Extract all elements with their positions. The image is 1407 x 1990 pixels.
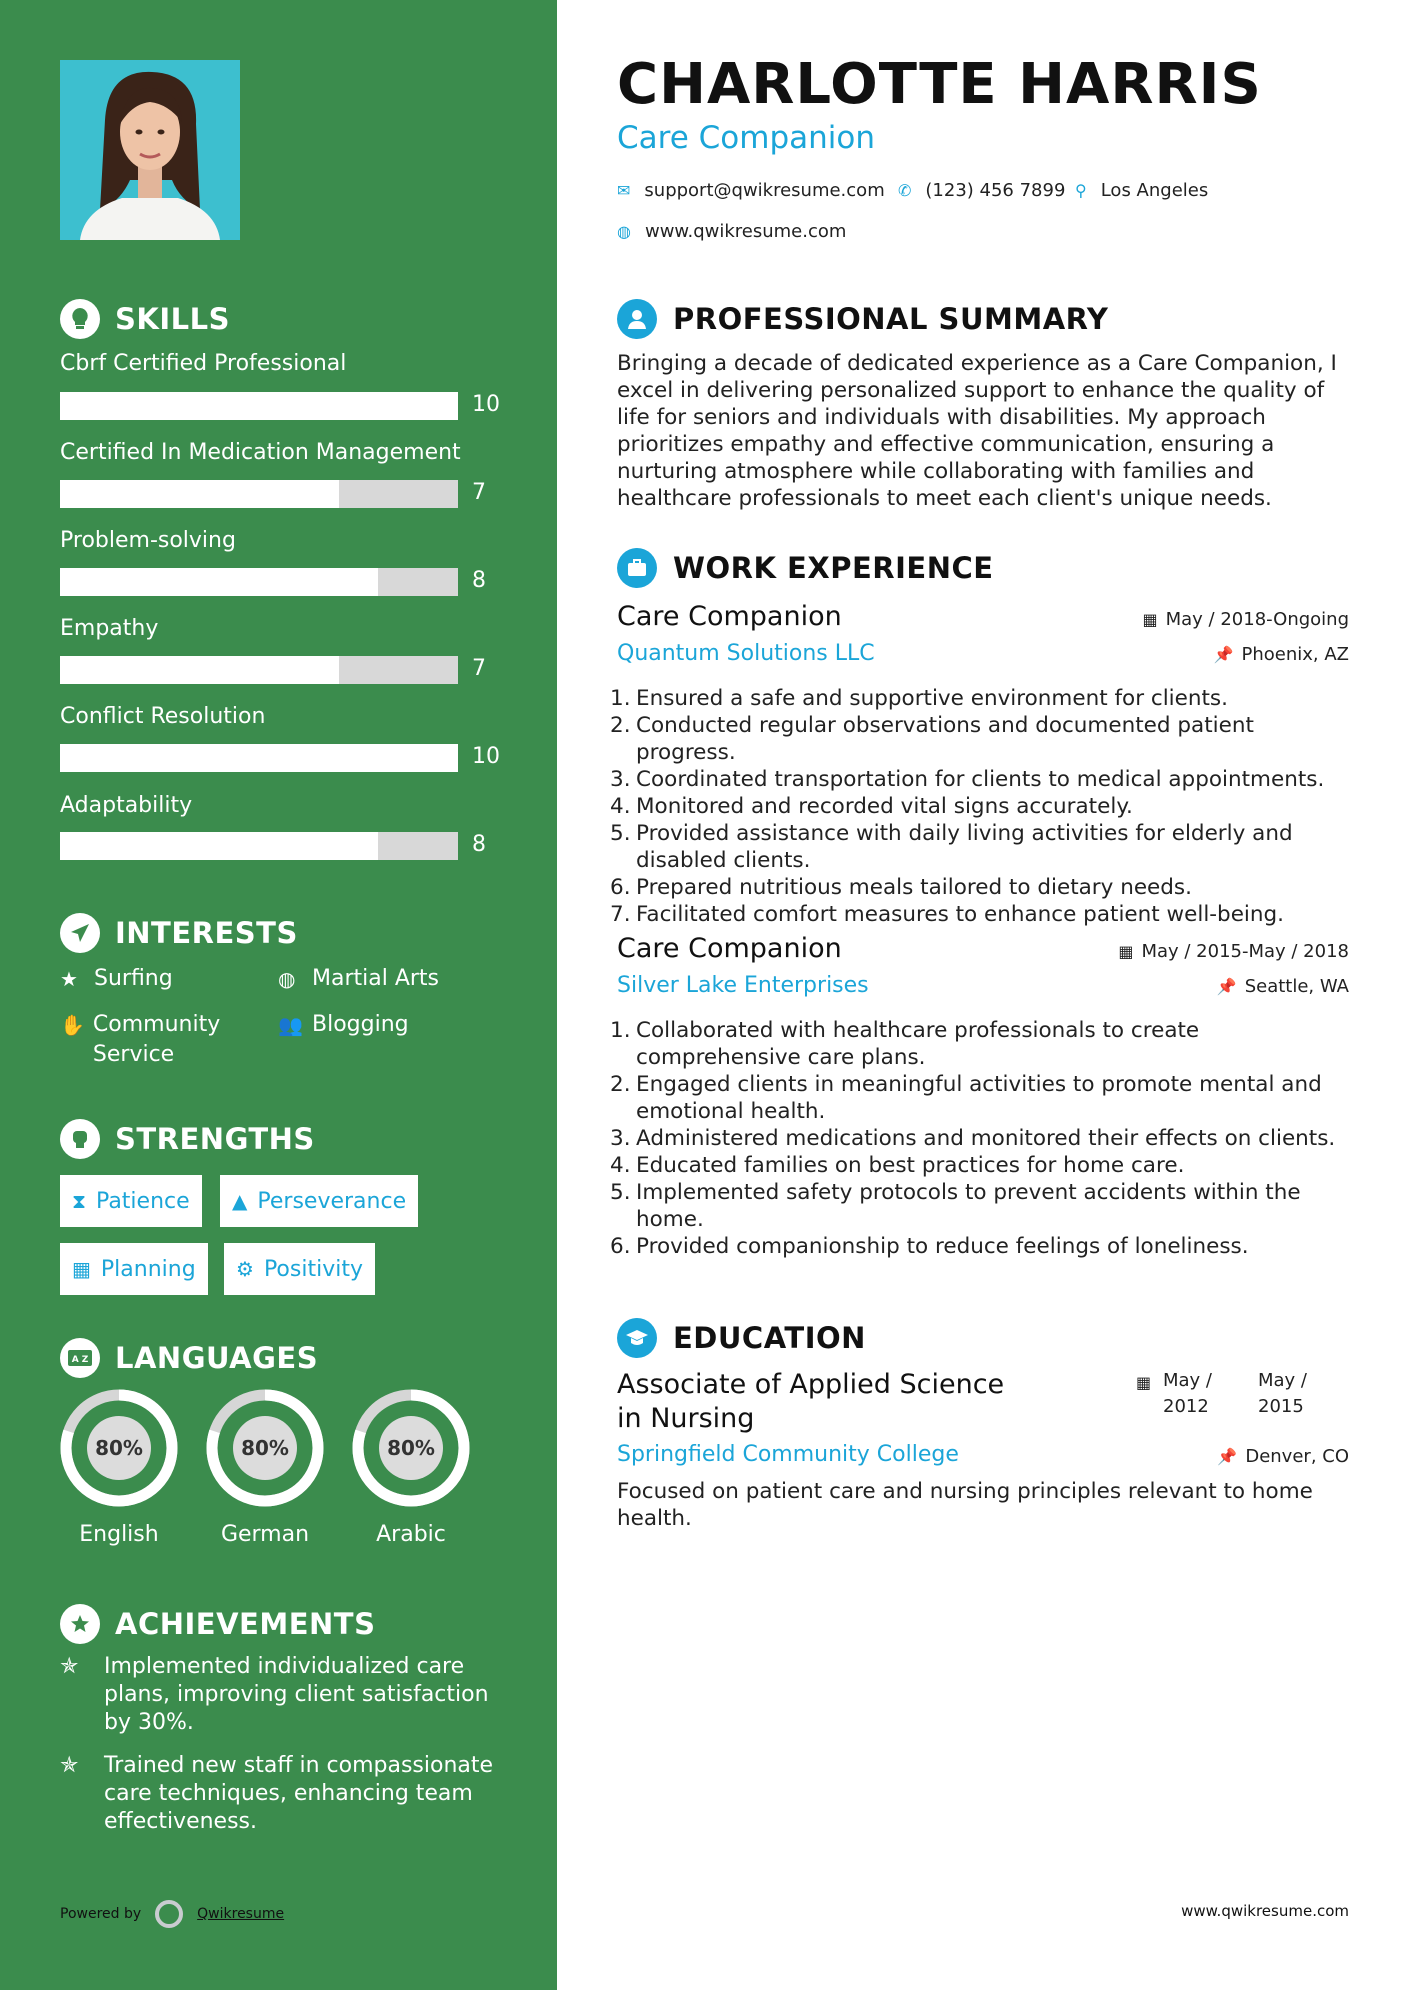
list-item: Administered medications and monitored their effects on clients. [636,1126,1336,1151]
contact-phone[interactable]: ✆ (123) 456 7899 [898,180,1066,201]
skill-bar [60,744,458,772]
interest-item: 👥 Blogging [278,1010,409,1040]
star-badge-icon: ✯ [60,1654,79,1679]
skill-fill [60,656,339,684]
lightbulb-icon [60,299,100,339]
language-icon [60,1338,100,1378]
briefcase-icon [617,548,657,588]
graduation-cap-icon [617,1318,657,1358]
globe-icon: ◍ [617,222,631,241]
education-location: 📌 Denver, CO [1217,1446,1349,1467]
strength-badge: ▲ Perseverance [220,1175,418,1227]
achievement-item: ✯ Implemented individualized care plans, improving client satisfaction by 30%. [60,1654,489,1735]
star-badge-icon: ✯ [60,1753,79,1778]
education-description: Focused on patient care and nursing principles relevant to home health. [617,1479,1313,1531]
strength-badge: ⧗ Patience [60,1175,202,1227]
list-item: Coordinated transportation for clients to medical appointments. [636,767,1325,792]
list-item: Provided companionship to reduce feelings of loneliness. [636,1234,1249,1259]
footer-url[interactable]: www.qwikresume.com [1181,1902,1349,1920]
list-item: Prepared nutritious meals tailored to dietary needs. [636,875,1192,900]
skill-name: Conflict Resolution [60,704,266,729]
contact-website[interactable]: ◍ www.qwikresume.com [617,221,847,242]
pin-icon: 📌 [1213,645,1234,664]
job-title: Care Companion [617,601,842,632]
svg-text:A Z: A Z [71,1355,89,1365]
skill-fill [60,480,339,508]
road-icon: ▲ [232,1189,248,1213]
list-item: Engaged clients in meaningful activities to promote mental and emotional health. [636,1072,1322,1124]
language-percent: 80% [241,1436,289,1460]
strengths-heading: STRENGTHS [60,1119,315,1159]
skill-fill [60,744,458,772]
languages-heading: A Z LANGUAGES [60,1338,318,1378]
calendar-icon: ▦ [1136,1373,1152,1392]
interest-item: ✋ Community Service [60,1012,221,1067]
pin-icon: 📌 [1216,977,1237,996]
candidate-name: CHARLOTTE HARRIS [617,52,1262,117]
skill-name: Problem-solving [60,528,236,553]
job-date: ▦ May / 2018-Ongoing [1142,609,1349,630]
skill-name: Cbrf Certified Professional [60,351,347,376]
language-gauge-arabic [350,1387,472,1509]
skill-fill [60,832,378,860]
sidebar [0,0,557,1990]
skill-bar [60,832,458,860]
calendar-icon: ▦ [1118,942,1134,961]
skill-value: 8 [472,832,486,857]
job-title: Care Companion [617,933,842,964]
qwikresume-logo-icon [155,1900,183,1928]
job-bullets [634,1017,1354,1260]
strength-badge: ⚙ Positivity [224,1243,375,1295]
education-degree: Associate of Applied Science in Nursing [617,1369,1005,1434]
fist-icon [60,1119,100,1159]
job-location: 📌 Phoenix, AZ [1213,644,1349,665]
interest-item: ◍ Martial Arts [278,964,439,994]
skill-value: 10 [472,744,500,769]
skills-heading: SKILLS [60,299,230,339]
award-star-icon [60,1604,100,1644]
language-percent: 80% [387,1436,435,1460]
list-item: Ensured a safe and supportive environment for clients. [636,686,1228,711]
envelope-icon: ✉ [617,181,631,200]
language-gauge-german [204,1387,326,1509]
list-item: Conducted regular observations and documented patient progress. [636,713,1254,765]
language-gauge-english [58,1387,180,1509]
gear-icon: ⚙ [236,1257,254,1281]
skill-fill [60,568,378,596]
language-name: Arabic [376,1522,446,1547]
skill-bar [60,392,458,420]
job-company: Silver Lake Enterprises [617,973,869,998]
pin-icon: 📌 [1217,1447,1238,1466]
language-name: German [220,1522,310,1547]
achievement-item: ✯ Trained new staff in compassionate care techniques, enhancing team effectiveness. [60,1753,494,1834]
globe-icon: ◍ [278,967,296,991]
powered-by: Powered by Qwikresume [60,1900,284,1928]
candidate-title: Care Companion [617,120,875,156]
skill-name: Certified In Medication Management [60,440,461,465]
star-icon: ★ [60,967,78,991]
paper-plane-icon [60,913,100,953]
contact-email[interactable]: ✉ support@qwikresume.com [617,180,885,201]
education-school: Springfield Community College [617,1442,959,1467]
education-heading: EDUCATION [617,1318,866,1358]
skill-value: 8 [472,568,486,593]
education-start: May / 2012 [1163,1370,1212,1417]
skill-name: Empathy [60,616,159,641]
list-item: Collaborated with healthcare professionals to create comprehensive care plans. [636,1018,1200,1070]
portrait-image [60,60,240,240]
calendar-icon: ▦ [72,1257,91,1281]
summary-text: Bringing a decade of dedicated experience as a Care Companion, I excel in delivering personalized support to enhance the quality of life for seniors and individuals with disabilities. My approach prioritizes empathy and effective communication, ensuring a nurturing atmosphere while collaborating with families and healthcare professionals to meet each client's unique needs. [617,351,1337,511]
user-icon [617,299,657,339]
experience-heading: WORK EXPERIENCE [617,548,994,588]
hand-icon: ✋ [60,1013,85,1037]
list-item: Facilitated comfort measures to enhance patient well-being. [636,902,1285,927]
skill-name: Adaptability [60,793,193,818]
job-date: ▦ May / 2015-May / 2018 [1118,941,1349,962]
job-bullets [634,685,1354,928]
strength-badge: ▦ Planning [60,1243,208,1295]
users-icon: 👥 [278,1013,303,1037]
skill-bar [60,568,458,596]
list-item: Educated families on best practices for home care. [636,1153,1185,1178]
calendar-icon: ▦ [1142,610,1158,629]
interest-item: ★ Surfing [60,964,173,994]
skill-fill [60,392,458,420]
job-company: Quantum Solutions LLC [617,641,875,666]
phone-icon: ✆ [898,181,912,200]
language-name: English [79,1522,159,1547]
skill-value: 7 [472,656,486,681]
skill-value: 10 [472,392,500,417]
list-item: Provided assistance with daily living activities for elderly and disabled clients. [636,821,1293,873]
job-location: 📌 Seattle, WA [1216,976,1349,997]
education-end: May / 2015 [1258,1370,1307,1417]
achievements-heading: ACHIEVEMENTS [60,1604,375,1644]
skill-bar [60,480,458,508]
brand-link[interactable]: Qwikresume [197,1906,285,1922]
profile-photo [60,60,240,240]
hourglass-icon: ⧗ [72,1189,87,1213]
list-item: Monitored and recorded vital signs accurately. [636,794,1133,819]
map-pin-icon: ⚲ [1075,181,1087,200]
skill-bar [60,656,458,684]
list-item: Implemented safety protocols to prevent accidents within the home. [636,1180,1301,1232]
summary-heading: PROFESSIONAL SUMMARY [617,299,1108,339]
interests-heading: INTERESTS [60,913,298,953]
contact-location: ⚲ Los Angeles [1075,180,1209,201]
skill-value: 7 [472,480,486,505]
language-percent: 80% [95,1436,143,1460]
